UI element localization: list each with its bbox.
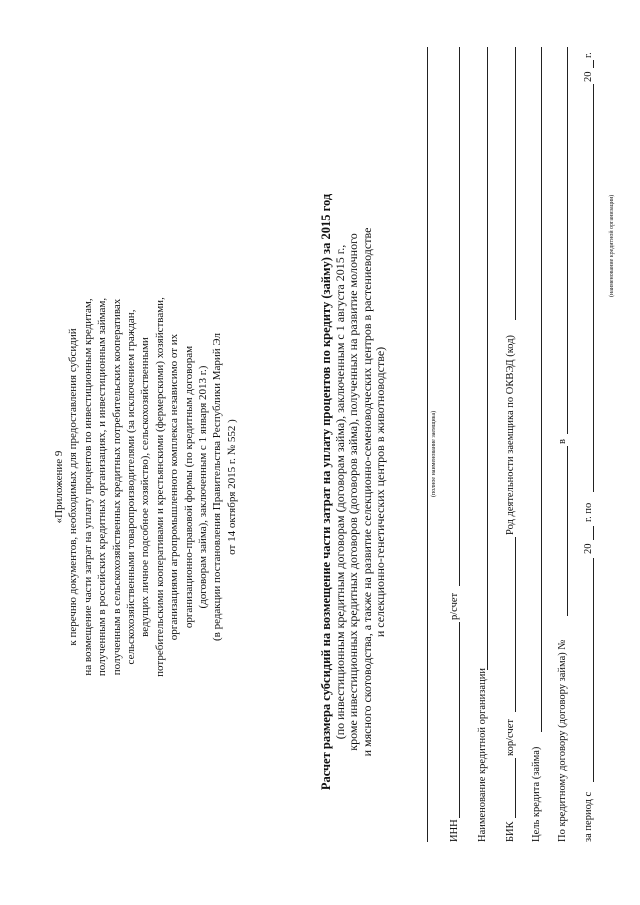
year-field-2[interactable]: [593, 60, 594, 68]
year-suffix-1: г. по: [583, 502, 594, 522]
document-title: [320, 142, 388, 842]
contract-label: По кредитному договору (договору займа) №: [557, 639, 568, 842]
appendix-line: «Приложение 9: [53, 450, 65, 524]
appendix-line: от 14 октября 2015 г. № 552 ): [225, 419, 238, 555]
row-contract: [544, 47, 570, 842]
year-prefix-1: 20: [583, 543, 594, 554]
loan-purpose-label: Цель кредита (займа): [531, 746, 542, 842]
period-from-label: за период с: [583, 791, 594, 842]
appendix-line: организациями агропромышленного комплекса независимо от их: [168, 333, 181, 641]
year-prefix-2: 20: [583, 71, 594, 82]
row-bank: [462, 47, 490, 842]
bank-caption: (наименование кредитной организации): [609, 194, 615, 297]
appendix-line: полученным в сельскохозяйственных кредитных потребительских кооперативах: [110, 298, 123, 676]
corr-account-label: кор/счет: [505, 719, 516, 756]
appendix-line: (договорам займа), заключенным с 1 января 2013 г.): [197, 365, 210, 609]
in-label: в: [557, 439, 568, 444]
borrower-caption: (полное наименование заемщика): [431, 410, 437, 497]
form-fields: [413, 47, 615, 842]
inn-label: ИНН: [449, 819, 460, 842]
borrower-name-line[interactable]: [427, 47, 428, 842]
row-inn: [440, 47, 462, 842]
title-line: и мясного скотоводства, а также на развитие селекционно-семеноводческих центров в растениеводстве: [359, 227, 374, 757]
row-bik: [490, 47, 518, 842]
row-purpose: [518, 47, 544, 842]
account-field[interactable]: [459, 47, 460, 586]
year-suffix-2: г.: [583, 52, 594, 58]
account-label: р/счет: [449, 592, 460, 620]
appendix-line: (в редакции постановления Правительства Республики Марий Эл: [211, 332, 224, 642]
contract-number-field[interactable]: [567, 446, 568, 616]
appendix-line: ведущих личное подсобное хозяйство), сельскохозяйственными: [139, 337, 152, 637]
row-period: [570, 47, 596, 842]
inn-field[interactable]: [459, 622, 460, 818]
title-line: и селекционно-генетических центров в животноводстве): [373, 346, 387, 638]
corr-account-field[interactable]: [515, 537, 516, 712]
bank-name-field[interactable]: [487, 47, 488, 670]
okved-field[interactable]: [515, 47, 516, 320]
appendix-line: полученным в российских кредитных организациях, и инвестиционным займам,: [96, 297, 109, 677]
period-from-field[interactable]: [593, 558, 594, 782]
bank-field[interactable]: [567, 47, 568, 434]
year-field-1[interactable]: [593, 526, 594, 540]
appendix-line: потребительскими кооперативами и крестьянскими (фермерскими) хозяйствами,: [153, 297, 166, 677]
title-line: кроме инвестиционных кредитных договоров (договоров займа), полученных на развитие молочного: [346, 233, 360, 751]
loan-purpose-field[interactable]: [541, 47, 542, 732]
bank-name-label: Наименование кредитной организации: [477, 668, 488, 842]
period-to-field[interactable]: [593, 84, 594, 492]
appendix-line: к перечню документов, необходимых для предоставления субсидий: [67, 328, 80, 646]
bik-field[interactable]: [515, 758, 516, 818]
appendix-line: на возмещение части затрат на уплату процентов по инвестиционным кредитам,: [81, 298, 94, 676]
okved-label: Род деятельности заемщика по ОКВЭД (код): [505, 334, 516, 535]
appendix-line: сельскохозяйственными товаропроизводителями (за исключением граждан,: [125, 309, 138, 665]
title-main: Расчет размера субсидий на возмещение части затрат на уплату процентов по кредиту (займу) за 2015 год: [319, 193, 333, 791]
title-line: (по инвестиционным кредитным договорам (договорам займа), заключенным с 1 августа 2015 г.,: [332, 244, 347, 740]
appendix-header: [52, 217, 239, 757]
appendix-line: организационно-правовой формы (по кредитным договорам: [182, 345, 195, 629]
document-page: [48, 47, 615, 852]
bik-label: БИК: [505, 821, 516, 842]
